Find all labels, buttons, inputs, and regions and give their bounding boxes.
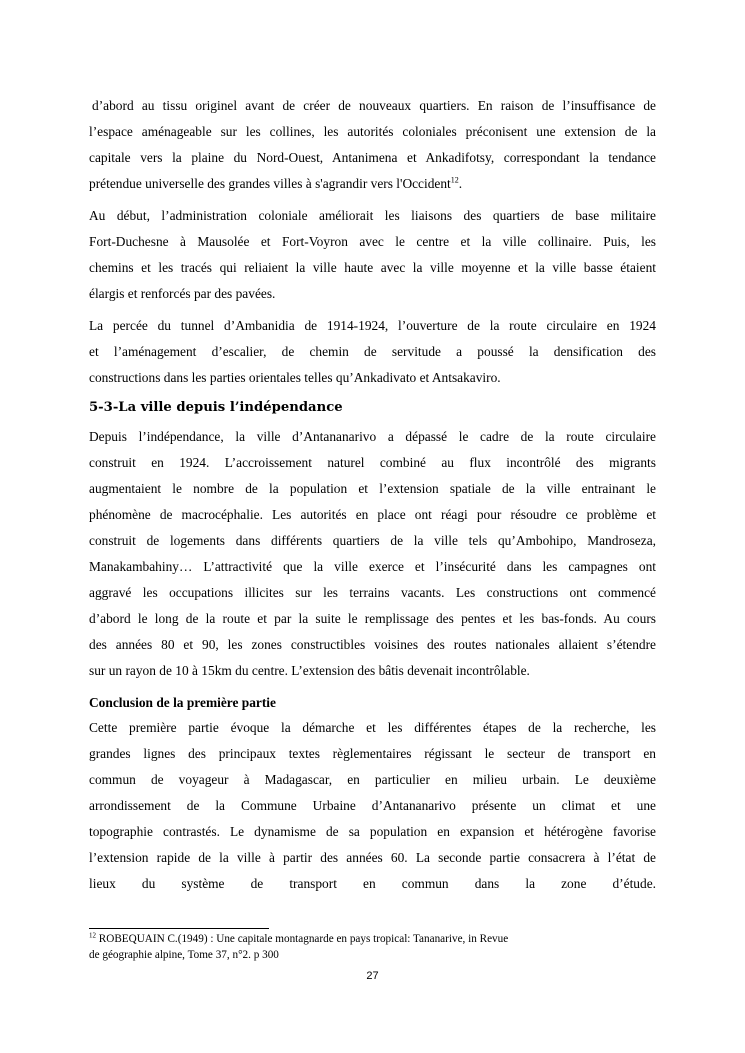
text-line: lieux du système de transport en commun dans la zone d’étude. xyxy=(89,876,656,891)
text-line: commun de voyageur à Madagascar, en particulier en milieu urbain. Le deuxième xyxy=(89,772,656,787)
text-line: des années 80 et 90, les zones constructibles voisines des routes nationales allaient s’étendre xyxy=(89,637,656,652)
paragraph-colonial-administration xyxy=(89,203,656,307)
text-line: augmentaient le nombre de la population et l’extension spatiale de la ville entrainant le xyxy=(89,481,656,496)
text-line: grandes lignes des principaux textes règlementaires régissant le secteur de transport en xyxy=(89,746,656,761)
footnote-text: ROBEQUAIN C.(1949) : Une capitale montagnarde en pays tropical: Tananarive, in Revue xyxy=(96,933,509,945)
text-line: chemins et les tracés qui reliaient la ville haute avec la ville moyenne et la ville basse étaient xyxy=(89,260,656,275)
page-body xyxy=(89,93,656,897)
footnote-reference: 12 xyxy=(450,175,459,185)
text-line: constructions dans les parties orientales telles qu’Ankadivato et Antsakaviro. xyxy=(89,370,501,385)
paragraph-conclusion xyxy=(89,715,656,897)
text-line: capitale vers la plaine du Nord-Ouest, Antanimena et Ankadifotsy, correspondant la tendance xyxy=(89,150,656,165)
sentence-end: . xyxy=(458,176,463,191)
text-line: Fort-Duchesne à Mausolée et Fort-Voyron avec le centre et la ville collinaire. Puis, les xyxy=(89,234,656,249)
text-line: construit en 1924. L’accroissement naturel combiné au flux incontrôlé des migrants xyxy=(89,455,656,470)
text-line: phénomène de macrocéphalie. Les autorités en place ont réagi pour résoudre ce problème et xyxy=(89,507,656,522)
text-line: topographie contrastés. Le dynamisme de sa population en expansion et hétérogène favorise xyxy=(89,824,656,839)
footnote-line: de géographie alpine, Tome 37, n°2. p 300 xyxy=(89,948,279,961)
page-number: 27 xyxy=(366,970,379,982)
footnote xyxy=(89,932,649,963)
section-heading: 5-3-La ville depuis l’indépendance xyxy=(89,400,343,415)
text-line: d’abord au tissu originel avant de créer de nouveaux quartiers. En raison de l’insuffisance de xyxy=(92,98,656,113)
paragraph-tunnel xyxy=(89,313,656,391)
text-line: La percée du tunnel d’Ambanidia de 1914-1924, l’ouverture de la route circulaire en 1924 xyxy=(89,318,656,333)
text-line: Manakambahiny… L’attractivité que la ville exerce et l’insécurité dans les campagnes ont xyxy=(89,559,656,574)
text-line: arrondissement de la Commune Urbaine d’Antananarivo présente un climat et une xyxy=(89,798,656,813)
text-line xyxy=(89,171,656,197)
paragraph-colonial-extension xyxy=(89,93,656,197)
paragraph-since-independence xyxy=(89,424,656,684)
text-line: Depuis l’indépendance, la ville d’Antananarivo a dépassé le cadre de la route circulaire xyxy=(89,429,656,444)
text-line: d’abord le long de la route et par la suite le remplissage des pentes et les bas-fonds. Au cours xyxy=(89,611,656,626)
text-line: élargis et renforcés par des pavées. xyxy=(89,286,276,301)
text-line: et l’aménagement d’escalier, de chemin de servitude a poussé la densification des xyxy=(89,344,656,359)
text-line: aggravé les occupations illicites sur les terrains vacants. Les constructions ont commencé xyxy=(89,585,656,600)
text-line: Au début, l’administration coloniale améliorait les liaisons des quartiers de base militaire xyxy=(89,208,656,223)
conclusion-heading: Conclusion de la première partie xyxy=(89,695,276,710)
text-line-content: prétendue universelle des grandes villes à s'agrandir vers l'Occident xyxy=(89,176,451,191)
text-line: Cette première partie évoque la démarche et les différentes étapes de la recherche, les xyxy=(89,720,656,735)
footnote-separator xyxy=(89,928,269,929)
footnote-number: 12 xyxy=(89,931,96,940)
text-line: l’espace aménageable sur les collines, les autorités coloniales préconisent une extension de la xyxy=(89,124,656,139)
text-line: construit de logements dans différents quartiers de la ville tels qu’Ambohipo, Mandroseza, xyxy=(89,533,656,548)
text-line: sur un rayon de 10 à 15km du centre. L’extension des bâtis devenait incontrôlable. xyxy=(89,663,530,678)
footnote-line xyxy=(89,932,649,948)
text-line: l’extension rapide de la ville à partir des années 60. La seconde partie consacrera à l’état de xyxy=(89,850,656,865)
